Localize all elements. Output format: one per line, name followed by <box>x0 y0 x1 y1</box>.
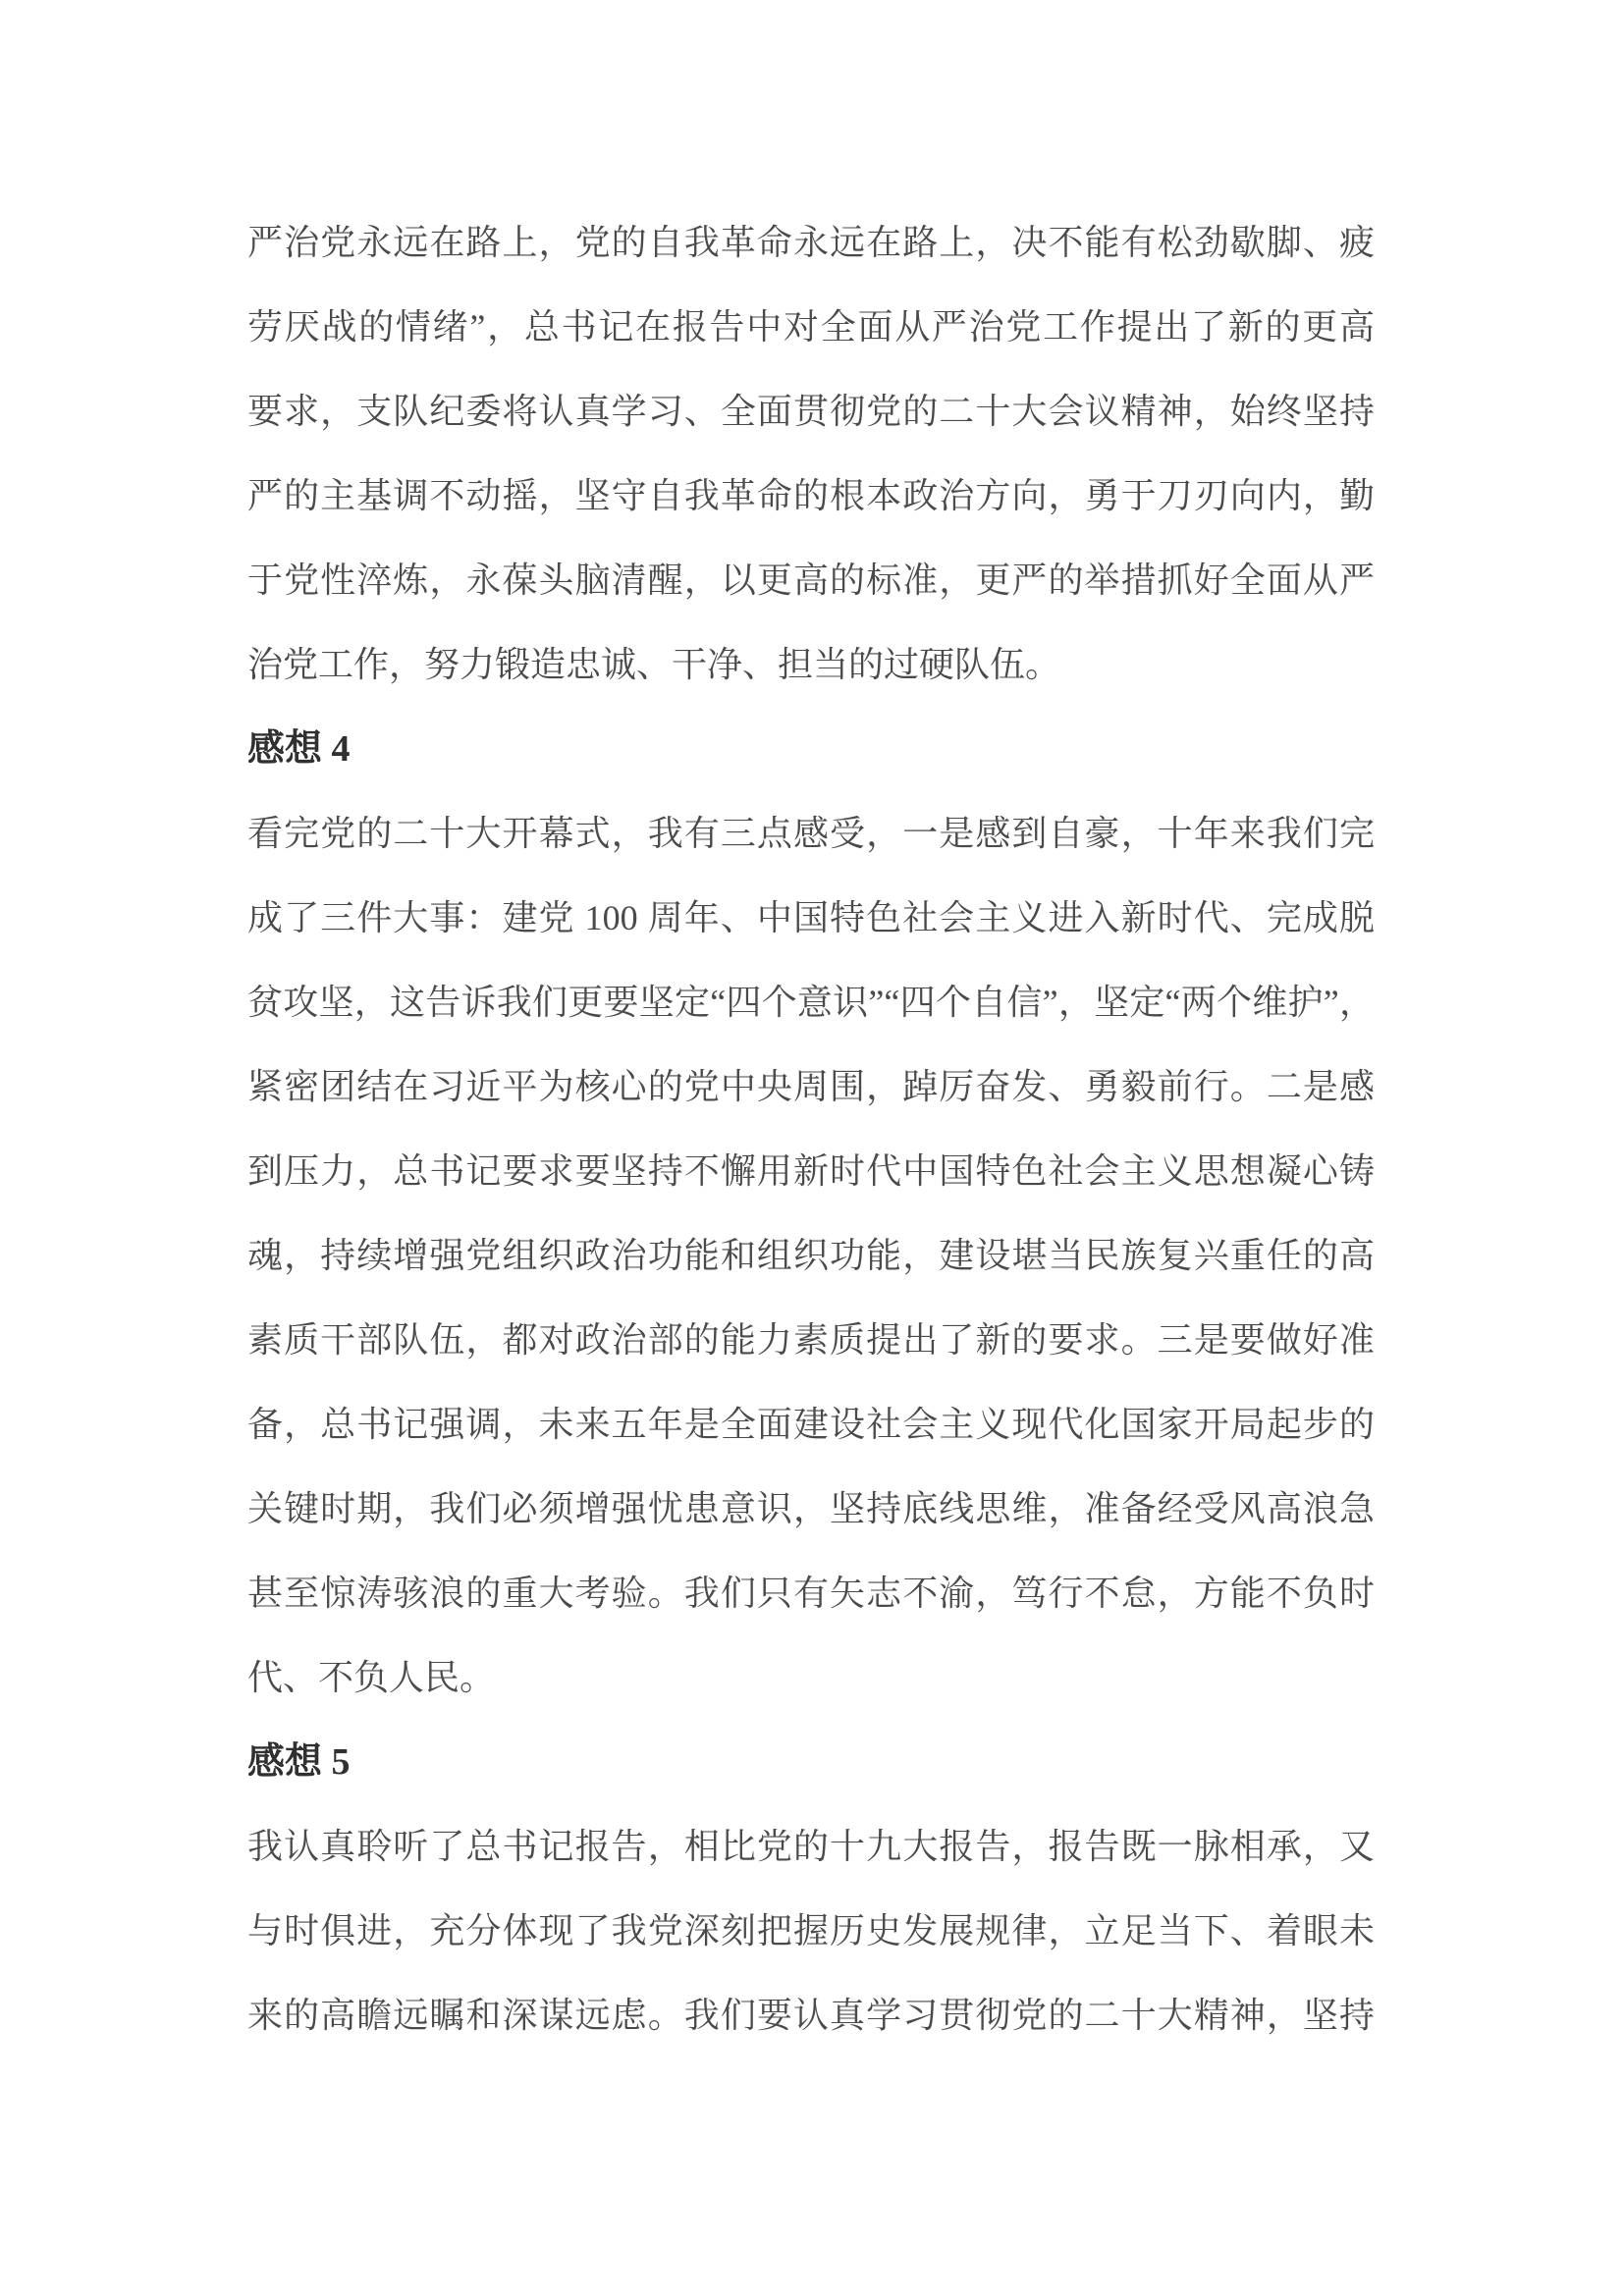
text-line: 与时俱进，充分体现了我党深刻把握历史发展规律，立足当下、着眼未 <box>247 1911 1375 1950</box>
text-line: 贫攻坚，这告诉我们更要坚定“四个意识”“四个自信”，坚定“两个维护”， <box>247 983 1375 1022</box>
text-line: 要求，支队纪委将认真学习、全面贯彻党的二十大会议精神，始终坚持 <box>247 392 1375 431</box>
text-line: 治党工作，努力锻造忠诚、干净、担当的过硬队伍。 <box>247 645 1061 684</box>
text-line: 来的高瞻远瞩和深谋远虑。我们要认真学习贯彻党的二十大精神，坚持 <box>247 1996 1375 2035</box>
text-line: 魂，持续增强党组织政治功能和组织功能，建设堪当民族复兴重任的高 <box>247 1236 1375 1275</box>
paragraph-3 <box>247 1804 1375 2057</box>
section-heading-ganxiang-4: 感想 4 <box>247 728 351 770</box>
text-line: 关键时期，我们必须增强忧患意识，坚持底线思维，准备经受风高浪急 <box>247 1489 1375 1528</box>
text-line: 严的主基调不动摇，坚守自我革命的根本政治方向，勇于刀刃向内，勤 <box>247 476 1375 515</box>
text-line: 代、不负人民。 <box>247 1658 496 1697</box>
text-line: 看完党的二十大开幕式，我有三点感受，一是感到自豪，十年来我们完 <box>247 814 1375 853</box>
text-line: 我认真聆听了总书记报告，相比党的十九大报告，报告既一脉相承，又 <box>247 1827 1375 1866</box>
text-line: 备，总书记强调，未来五年是全面建设社会主义现代化国家开局起步的 <box>247 1405 1375 1444</box>
text-line: 于党性淬炼，永葆头脑清醒，以更高的标准，更严的举措抓好全面从严 <box>247 561 1375 600</box>
text-line: 紧密团结在习近平为核心的党中央周围，踔厉奋发、勇毅前行。二是感 <box>247 1067 1375 1106</box>
paragraph-1 <box>247 200 1375 707</box>
text-line: 成了三件大事：建党 100 周年、中国特色社会主义进入新时代、完成脱 <box>247 898 1375 937</box>
text-line: 甚至惊涛骇浪的重大考验。我们只有矢志不渝，笃行不怠，方能不负时 <box>247 1574 1375 1613</box>
text-line: 劳厌战的情绪”，总书记在报告中对全面从严治党工作提出了新的更高 <box>247 307 1375 347</box>
section-heading-ganxiang-5: 感想 5 <box>247 1741 351 1783</box>
document-content <box>247 200 1375 2057</box>
paragraph-2 <box>247 791 1375 1720</box>
text-line: 到压力，总书记要求要坚持不懈用新时代中国特色社会主义思想凝心铸 <box>247 1151 1375 1191</box>
text-line: 严治党永远在路上，党的自我革命永远在路上，决不能有松劲歇脚、疲 <box>247 223 1375 262</box>
text-line: 素质干部队伍，都对政治部的能力素质提出了新的要求。三是要做好准 <box>247 1320 1375 1360</box>
